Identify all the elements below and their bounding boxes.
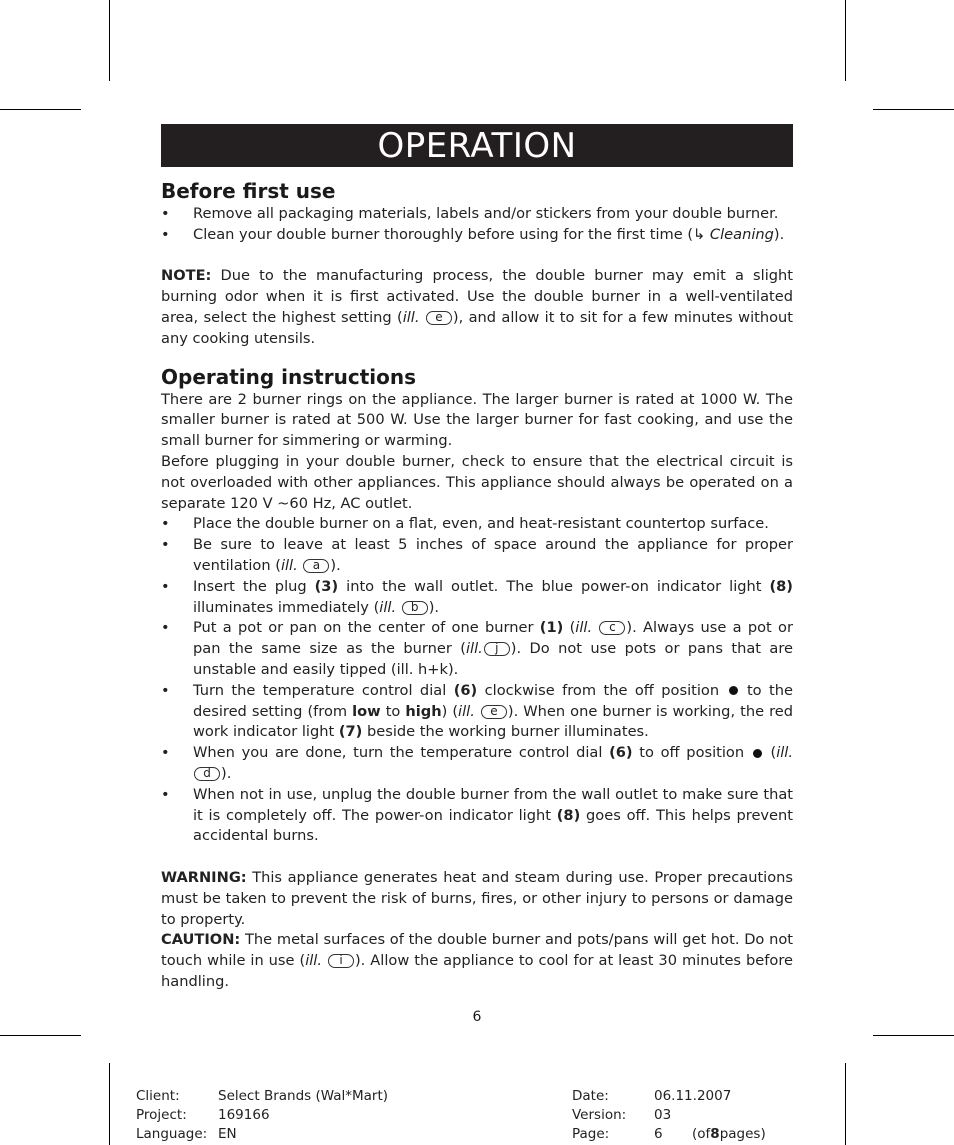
warning-paragraph: WARNING: This appliance generates heat and steam during use. Proper precautions must be taken to prevent the risk of burns, fires, or other injury to persons or damage to property. bbox=[161, 868, 793, 928]
list-item: • Remove all packaging materials, labels and/or stickers from your double burner. bbox=[161, 205, 779, 222]
illustration-ref: e bbox=[481, 705, 507, 719]
list-item: • Be sure to leave at least 5 inches of space around the appliance for proper ventilation (ill. a ). bbox=[161, 536, 793, 574]
crop-mark bbox=[873, 1035, 954, 1036]
illustration-ref: c bbox=[599, 621, 625, 635]
illustration-ref: b bbox=[402, 601, 428, 615]
illustration-ref: d bbox=[194, 767, 220, 781]
illustration-ref: a bbox=[303, 559, 329, 573]
page-title: OPERATION bbox=[161, 124, 793, 167]
list-item: • When not in use, unplug the double burner from the wall outlet to make sure that it is completely off. The power-on indicator light (8) goes off. This helps prevent accidental burns. bbox=[161, 785, 794, 845]
list-item: • Place the double burner on a flat, even, and heat-resistant countertop surface. bbox=[161, 515, 769, 533]
crop-mark bbox=[0, 109, 81, 110]
paragraph: There are 2 burner rings on the appliance. The larger burner is rated at 1000 W. The smaller burner is rated at 500 W. Use the larger burner for fast cooking, and use the small burner for simmering or warming. bbox=[161, 390, 793, 450]
list-item: • Clean your double burner thoroughly before using for the first time (↳ Cleaning). bbox=[161, 225, 785, 243]
section-heading-operating-instructions: Operating instructions bbox=[161, 364, 416, 389]
crop-mark bbox=[845, 0, 846, 81]
bullet-list bbox=[161, 204, 793, 246]
note-paragraph: NOTE: Due to the manufacturing process, the double burner may emit a slight burning odor when it is first activated. Use the double burner in a well-ventilated area, select the highest setting (ill. e ), and allow it to sit for a few minutes without any cooking utensils. bbox=[161, 267, 793, 347]
bullet-list bbox=[161, 514, 793, 847]
illustration-ref: e bbox=[426, 311, 452, 325]
section-heading-before-first-use: Before first use bbox=[161, 179, 336, 203]
crop-mark bbox=[873, 109, 954, 110]
illustration-ref: j bbox=[484, 642, 510, 656]
off-position-dot-icon bbox=[753, 749, 762, 758]
crop-mark bbox=[845, 1063, 846, 1145]
list-item: • Put a pot or pan on the center of one burner (1) (ill. c ). Always use a pot or pan the same size as the burner (ill. j ). Do not use pots or pans that are unstable and easily tipped (ill. h+k). bbox=[161, 619, 793, 678]
list-item: • Turn the temperature control dial (6) clockwise from the off position to the desired setting (from low to high) (ill. e ). When one burner is working, the red work indicator light (7) beside the working burner illuminates. bbox=[161, 681, 794, 741]
manual-body bbox=[161, 178, 793, 993]
list-item: • When you are done, turn the temperature control dial (6) to off position (ill. d ). bbox=[161, 744, 793, 782]
footer-right: Date: 06.11.2007 Version: 03 Page: 6 (of 8 pages) bbox=[572, 1088, 766, 1142]
crop-mark bbox=[109, 0, 110, 81]
list-item: • Insert the plug (3) into the wall outlet. The blue power-on indicator light (8) illuminates immediately (ill. b ). bbox=[161, 577, 793, 616]
off-position-dot-icon bbox=[729, 686, 738, 695]
footer-left: Client: Select Brands (Wal*Mart) Project: 169166 Language: EN bbox=[136, 1088, 389, 1142]
arrow-icon: ↳ bbox=[693, 225, 706, 243]
illustration-ref: i bbox=[328, 954, 354, 968]
paragraph: Before plugging in your double burner, check to ensure that the electrical circuit is not overloaded with other appliances. This appliance should always be operated on a separate 120 V ~60 Hz, AC outlet. bbox=[161, 452, 793, 512]
crop-mark bbox=[0, 1035, 81, 1036]
caution-paragraph: CAUTION: The metal surfaces of the double burner and pots/pans will get hot. Do not touch while in use (ill. i ). Allow the appliance to cool for at least 30 minutes before handling. bbox=[161, 931, 793, 990]
crop-mark bbox=[109, 1063, 110, 1145]
page-number: 6 bbox=[472, 1009, 482, 1025]
